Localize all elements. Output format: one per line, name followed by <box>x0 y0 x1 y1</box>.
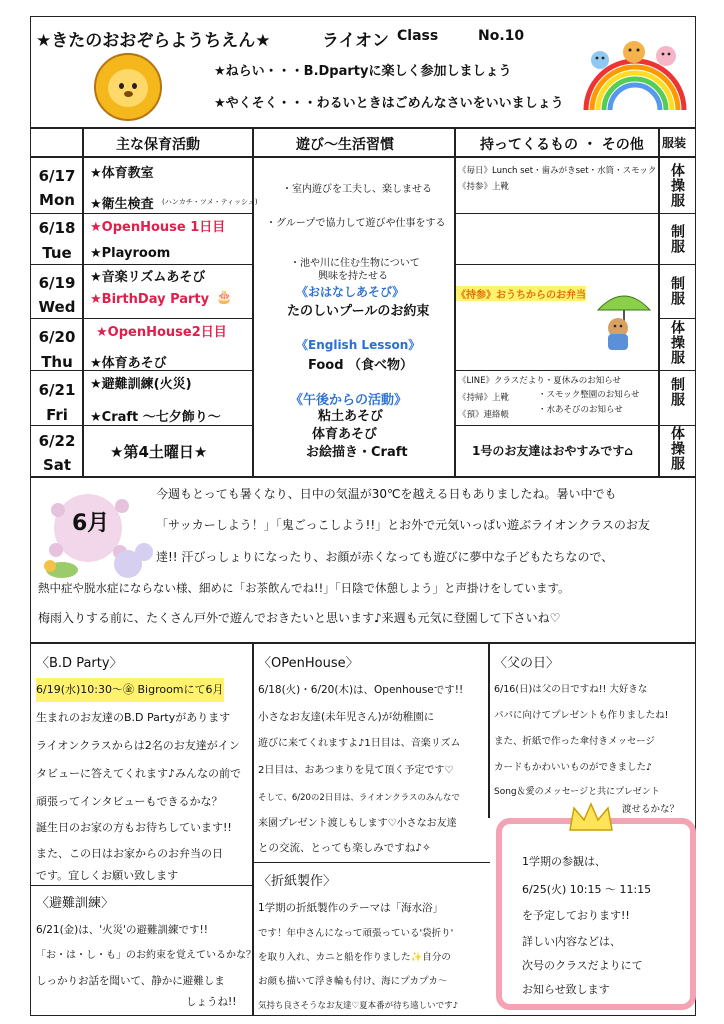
issue-number: No.10 <box>478 28 525 44</box>
col-header-play: 遊び～生活習慣 <box>296 137 394 153</box>
openhouse-line: そして、6/20の2日目は、ライオンクラスのみんなで <box>258 793 460 803</box>
umbrella-bear-illustration <box>596 290 652 354</box>
english-heading: 《English Lesson》 <box>296 338 421 352</box>
play-line: 興味を持たせる <box>318 271 388 282</box>
promise-text: ★やくそく・・・わるいときはごめんなさいをいいましょう <box>214 96 564 111</box>
col-header-activities: 主な保育活動 <box>116 137 200 153</box>
afternoon-activity: 体育あそび <box>312 427 378 442</box>
evac-line: しっかりお話を聞いて、静かに避難しま <box>36 975 225 987</box>
activity: ★Playroom <box>90 246 171 261</box>
fathersday-line: カードもかわいいものができました♪ <box>494 762 653 773</box>
observation-line: 6/25(火) 10:15 ～ 11:15 <box>522 883 652 896</box>
openhouse-title: 〈OPenHouse〉 <box>258 656 359 671</box>
day-date: 6/18 <box>38 219 76 237</box>
observation-line: お知らせ致します <box>522 983 610 996</box>
openhouse-line: 2日目は、おあつまりを見て頂く予定です♡ <box>258 765 454 776</box>
bd-line: 6/19(水)10:30～㊎ Bigroomにて6月 <box>36 678 224 702</box>
evac-line: 「お・は・し・も」のお約束を覚えているかな？ <box>36 950 256 961</box>
observation-line: 次号のクラスだよりにて <box>522 959 643 972</box>
bring-holiday: 1号のお友達はおやすみです⌂ <box>472 444 633 458</box>
bring-note: ・水あそびのお知らせ <box>538 405 623 415</box>
bd-line: タビューに答えてくれます♪みんなの前で <box>36 767 242 780</box>
day-weekday: Fri <box>46 406 68 424</box>
day-date: 6/17 <box>38 167 76 185</box>
play-line: ・グループで協力して遊びや仕事をする <box>266 218 446 229</box>
bd-title: 〈B.D Party〉 <box>36 656 123 671</box>
openhouse-line: 来園プレゼント渡しもします♡小さなお友達 <box>258 818 457 829</box>
day-weekday: Thu <box>41 353 73 371</box>
origami-title: 〈折紙製作〉 <box>258 874 337 889</box>
openhouse-line: との交流、とっても楽しみですね♪✧ <box>258 842 431 854</box>
message-line: 熱中症や脱水症にならない様、細めに「お茶飲んでね!!」「日陰で休憩しよう」と声掛けをしています。 <box>38 581 570 595</box>
openhouse-line: 遊びに来てくれますよ♪1日目は、音楽リズム <box>258 738 461 749</box>
dress-code: 体操服 <box>669 426 685 471</box>
ohanashi-heading: 《おはなしあそび》 <box>296 285 405 299</box>
afternoon-activity: お絵描き・Craft <box>306 445 408 460</box>
lion-illustration <box>94 53 162 121</box>
openhouse-line: 小さなお友達(未年児さん)が幼稚園に <box>258 711 435 723</box>
activity: ★体育あそび <box>90 356 167 371</box>
day-date: 6/21 <box>38 381 76 399</box>
observation-line: 1学期の参観は、 <box>522 855 606 868</box>
evac-line: 6/21(金)は、'火災'の避難訓練です!! <box>36 924 208 936</box>
bring-item: 《持帰》上靴 <box>458 393 510 403</box>
dress-code: 体操服 <box>669 320 685 365</box>
message-line: 梅雨入りする前に、たくさん戸外で遊んでおきたいと思います♪来週も元気に登園して下さいね♡ <box>38 611 561 625</box>
day-date: 6/19 <box>38 274 76 292</box>
evac-line: しょうね!! <box>186 996 237 1008</box>
activity: ★衛生検査 <box>90 197 154 212</box>
aim-text: ★ねらい・・・B.Dpartyに楽しく参加しましょう <box>214 64 512 79</box>
activity: ★OpenHouse 1日目 <box>90 220 226 235</box>
day-date: 6/22 <box>38 432 76 450</box>
dress-code: 制服 <box>669 276 685 306</box>
day-weekday: Wed <box>38 298 76 316</box>
fathersday-line: 渡せるかな？ <box>622 804 680 815</box>
message-line: 達!! 汗びっしょりになったり、お顔が赤くなっても遊びに夢中な子どもたちなので、 <box>156 550 614 564</box>
bd-line: です。宜しくお願い致します <box>36 869 179 882</box>
fathersday-line: パパに向けてプレゼントも作りましたね! <box>494 710 669 721</box>
day-date: 6/20 <box>38 328 76 346</box>
activity-note: (ハンカチ・ツメ・ティッシュ) <box>162 198 258 206</box>
class-word: Class <box>397 28 439 44</box>
rainbow-animals-illustration <box>582 38 688 114</box>
origami-line: です！年中さんになって頑張っている'袋折り' <box>258 928 454 939</box>
bring-item: 《毎日》Lunch set・歯みがきset・水筒・スモック <box>458 166 657 176</box>
play-line: ・室内遊びを工夫し、楽しませる <box>282 184 432 195</box>
bd-line: 頑張ってインタビューもできるかな？ <box>36 795 223 808</box>
ohanashi-title: たのしいプールのお約束 <box>287 304 430 319</box>
col-header-bring: 持ってくるもの ・ その他 <box>480 137 644 153</box>
fathersday-line: また、折紙で作った傘付きメッセージ <box>494 736 655 747</box>
cake-icon: 🎂 <box>216 290 233 305</box>
dress-code: 制服 <box>669 224 685 254</box>
bd-line: ライオンクラスからは2名のお友達がイン <box>36 739 240 752</box>
activity: ★Craft ～七夕飾り～ <box>90 410 221 425</box>
origami-line: 気持ち良さそうなお友達♡夏本番が待ち遠しいです♪ <box>258 1001 459 1011</box>
openhouse-line: 6/18(火)・6/20(木)は、Openhouseです!! <box>258 684 464 696</box>
col-header-dress: 服装 <box>662 136 687 150</box>
class-name: ライオン <box>322 31 389 51</box>
day-weekday: Sat <box>42 456 72 474</box>
month-label: 6月 <box>72 511 110 536</box>
day-weekday: Mon <box>39 191 75 209</box>
bd-line: また、この日はお家からのお弁当の日 <box>36 847 223 860</box>
activity: ★音楽リズムあそび <box>90 270 206 285</box>
school-name: ★きたのおおぞらようちえん★ <box>36 31 271 51</box>
bd-line: 生まれのお友達のB.D Partyがあります <box>36 711 231 724</box>
crown-icon <box>566 800 616 834</box>
observation-line: 詳しい内容などは、 <box>522 935 621 948</box>
bd-line: 誕生日のお家の方もお待ちしています!! <box>36 821 232 834</box>
activity: ★OpenHouse2日目 <box>96 325 227 340</box>
activity: ★体育教室 <box>90 166 154 181</box>
fathersday-line: 6/16(日)は父の日ですね!! 大好きな <box>494 684 648 695</box>
bring-item: 《持参》上靴 <box>458 182 510 192</box>
origami-line: お顔も描いて浮き輪も付け、海にプカプカ～ <box>258 976 448 987</box>
evac-title: 〈避難訓練〉 <box>36 896 115 911</box>
fathersday-line: Song＆愛のメッセージと共にプレゼント <box>494 787 660 797</box>
dress-code: 体操服 <box>669 163 685 208</box>
bring-note: ・スモック整園のお知らせ <box>538 390 640 400</box>
dress-code: 制服 <box>669 377 685 407</box>
activity: ★BirthDay Party <box>90 292 210 307</box>
afternoon-heading: 《午後からの活動》 <box>290 393 408 408</box>
bring-item: 《LINE》クラスだより・夏休みのお知らせ <box>458 376 621 386</box>
fathersday-title: 〈父の日〉 <box>494 656 560 671</box>
english-topic: Food （食べ物） <box>308 358 414 373</box>
message-line: 今週もとっても暑くなり、日中の気温が30℃を越える日もありましたね。暑い中でも <box>156 487 617 501</box>
afternoon-activity: 粘土あそび <box>318 409 384 424</box>
message-line: 「サッカーしよう！」「鬼ごっこしよう!!」とお外で元気いっぱい遊ぶライオンクラスのお友 <box>156 518 650 532</box>
observation-line: を予定しております!! <box>522 909 630 922</box>
bring-item: 《預》連絡帳 <box>458 410 510 420</box>
activity: ★第4土曜日★ <box>110 443 208 461</box>
bring-lunch: 《持参》おうちからのお弁当 <box>456 286 586 301</box>
play-line: ・池や川に住む生物について <box>290 258 420 269</box>
origami-line: 1学期の折紙製作のテーマは「海水浴」 <box>258 902 444 914</box>
activity: ★避難訓練(火災) <box>90 377 192 392</box>
origami-line: を取り入れ、カニと船を作りました✨自分の <box>258 952 451 963</box>
day-weekday: Tue <box>42 244 72 262</box>
